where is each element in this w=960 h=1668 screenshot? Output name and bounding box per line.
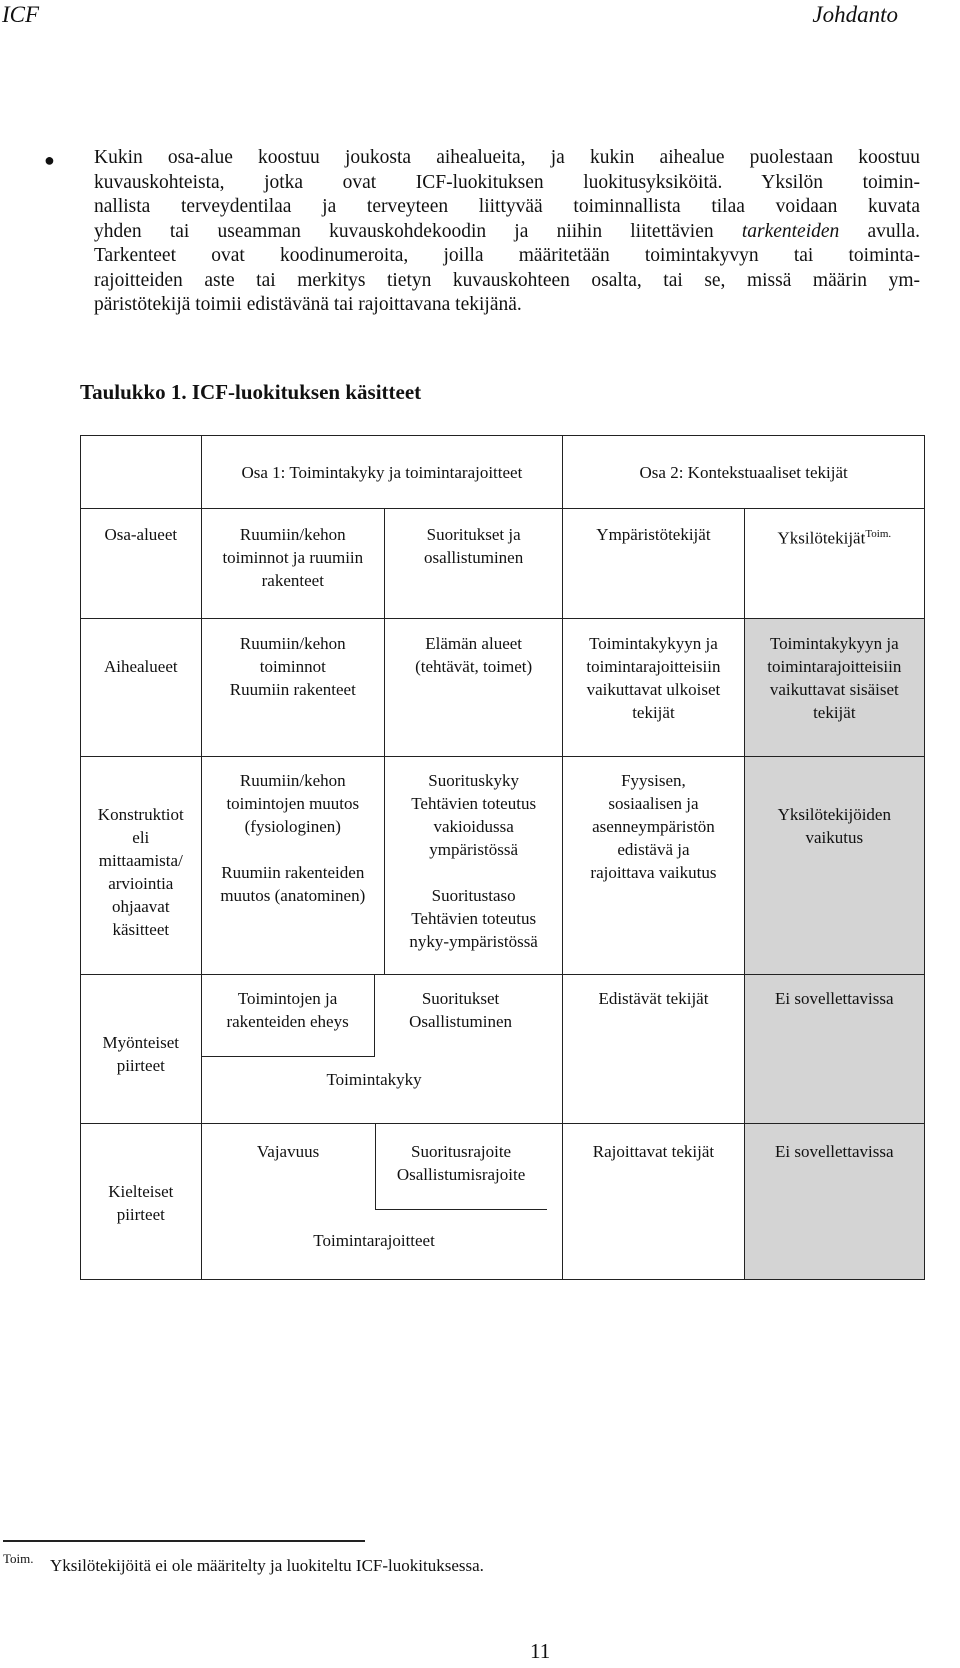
paragraph-line: Kukin osa-alue koostuu joukosta aihealueita, ja kukin aihealue puolestaan koostuu xyxy=(94,147,920,168)
paragraph-line: päristötekijä toimii edistävänä tai rajoittavana tekijänä. xyxy=(94,294,522,315)
cell-aihe-c4: Toimintakykyyn ja toimintarajoitteisiin vaikuttavat sisäiset tekijät xyxy=(744,619,924,757)
row-label-konstruktiot: Konstruktiot eli mittaamista/ arviointia ohjaavat käsitteet xyxy=(81,757,202,975)
cell-aihe-c1: Ruumiin/kehon toiminnot Ruumiin rakenteet xyxy=(201,619,384,757)
row-label-myonteiset: Myönteiset piirteet xyxy=(81,975,202,1124)
running-header-right: Johdanto xyxy=(812,2,898,27)
cell-osa-c4: Yksilötekijät$^{Toim.}$ xyxy=(744,509,924,619)
cell-osa-c1: Ruumiin/kehon toiminnot ja ruumiin rakenteet xyxy=(201,509,384,619)
cell-pos-c2: Suoritukset Osallistuminen xyxy=(409,989,513,1031)
cell-neg-c3: Rajoittavat tekijät xyxy=(563,1124,744,1280)
body-paragraph xyxy=(94,146,920,318)
part2-header: Osa 2: Kontekstuaaliset tekijät xyxy=(563,436,925,509)
icf-concepts-table xyxy=(80,435,925,1280)
cell-konst-c4: Yksilötekijöiden vaikutus xyxy=(744,757,924,975)
cell-konst-c2: Suorituskyky Tehtävien toteutus vakioidussa ympäristössä Suoritustaso Tehtävien toteutus nyky-ympäristössä xyxy=(385,757,563,975)
row-label-aihealueet: Aihealueet xyxy=(81,619,202,757)
paragraph-line: rajoitteiden aste tai merkitys tietyn kuvauskohteen osalta, tai se, missä määrin ym- xyxy=(94,269,920,291)
cell-osa-c2: Suoritukset ja osallistuminen xyxy=(385,509,563,619)
table-row xyxy=(81,1124,925,1280)
empty-cell xyxy=(81,436,202,509)
table-row xyxy=(81,975,925,1124)
page-number: 11 xyxy=(530,1639,551,1663)
row-label-osa-alueet: Osa-alueet xyxy=(81,509,202,619)
cell-osa-c3: Ympäristötekijät xyxy=(563,509,744,619)
table-row xyxy=(81,619,925,757)
merged-label: Toimintarajoitteet xyxy=(313,1231,435,1250)
footnote-divider xyxy=(3,1540,365,1542)
cell-pos-c1: Toimintojen ja rakenteiden eheys xyxy=(202,975,375,1057)
table-row xyxy=(81,509,925,619)
footnote-marker: Toim. xyxy=(3,1551,34,1566)
cell-neg-c2: Suoritusrajoite Osallistumisrajoite xyxy=(375,1124,547,1210)
cell-pos-c4: Ei sovellettavissa xyxy=(744,975,924,1124)
table-caption: Taulukko 1. ICF-luokituksen käsitteet xyxy=(80,380,422,404)
paragraph-line: nallista terveydentilaa ja terveyteen liittyvää toiminnallista tilaa voidaan kuvata xyxy=(94,196,920,217)
cell-neg-c1: Vajavuus xyxy=(256,1142,320,1161)
row-label-kielteiset: Kielteiset piirteet xyxy=(81,1124,202,1280)
footnote-text: Yksilötekijöitä ei ole määritelty ja luokiteltu ICF-luokituksessa. xyxy=(50,1556,484,1575)
merged-cell-toimintarajoitteet xyxy=(201,1124,563,1280)
italic-term: tarkenteiden xyxy=(741,220,840,242)
cell-aihe-c2: Elämän alueet (tehtävät, toimet) xyxy=(385,619,563,757)
part1-header: Osa 1: Toimintakyky ja toimintarajoitteet xyxy=(201,436,563,509)
table-row xyxy=(81,436,925,509)
cell-pos-c3: Edistävät tekijät xyxy=(563,975,744,1124)
paragraph-line: Tarkenteet ovat koodinumeroita, joilla määritetään toimintakyvyn tai toiminta- xyxy=(94,245,920,266)
paragraph-line: kuvauskohteista, jotka ovat ICF-luokituksen luokitusyksiköitä. Yksilön toimin- xyxy=(94,171,920,193)
running-header-left: ICF xyxy=(2,2,40,27)
merged-label: Toimintakyky xyxy=(326,1070,422,1089)
cell-aihe-c3: Toimintakykyyn ja toimintarajoitteisiin vaikuttavat ulkoiset tekijät xyxy=(563,619,744,757)
paragraph-line: yhden tai useamman kuvauskohdekoodin ja niihin liitettävien tarkenteiden avulla. xyxy=(94,220,921,242)
cell-konst-c1: Ruumiin/kehon toimintojen muutos (fysiologinen) Ruumiin rakenteiden muutos (anatominen) xyxy=(201,757,384,975)
cell-konst-c3: Fyysisen, sosiaalisen ja asenneympäristön edistävä ja rajoittava vaikutus xyxy=(563,757,744,975)
cell-neg-c4: Ei sovellettavissa xyxy=(744,1124,924,1280)
bullet-icon: ● xyxy=(44,150,55,170)
table-row xyxy=(81,757,925,975)
footnote-ref: Toim. xyxy=(865,528,892,540)
merged-cell-toimintakyky xyxy=(201,975,563,1124)
